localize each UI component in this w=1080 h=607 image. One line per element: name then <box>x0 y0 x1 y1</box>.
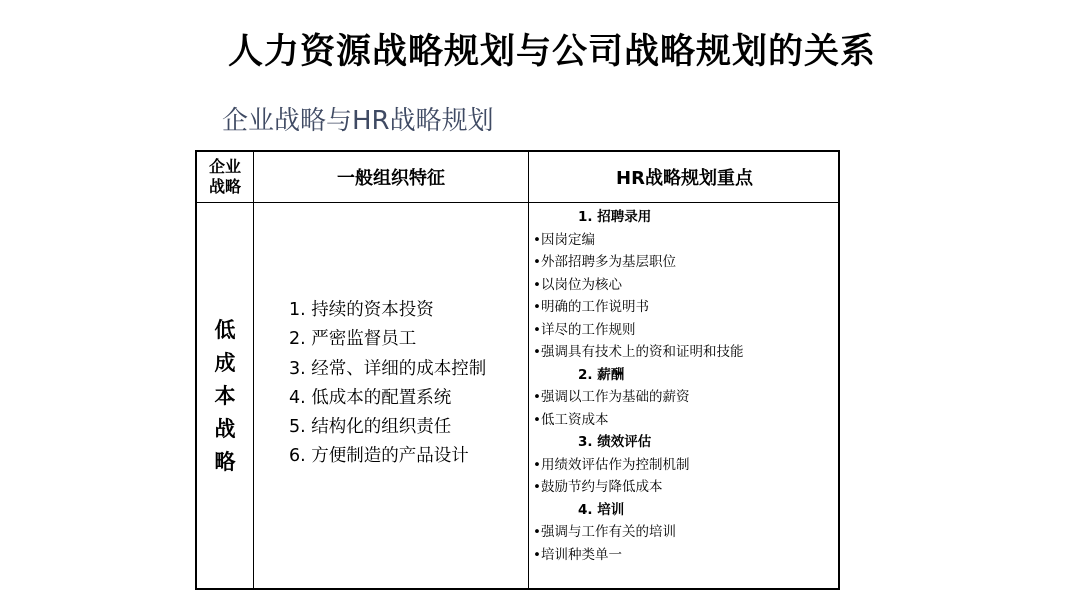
strategy-char: 略 <box>214 450 236 474</box>
header-hr-focus: HR战略规划重点 <box>616 168 753 189</box>
feature-item: 2. 严密监督员工 <box>289 329 417 350</box>
feature-item: 1. 持续的资本投资 <box>289 300 434 320</box>
focus-item: •培训种类单一 <box>533 546 622 563</box>
focus-item: •用绩效评估作为控制机制 <box>533 456 690 473</box>
focus-item: •明确的工作说明书 <box>533 299 649 315</box>
strategy-table <box>195 150 840 590</box>
focus-item: •外部招聘多为基层职位 <box>533 254 676 270</box>
focus-item: •低工资成本 <box>533 411 609 428</box>
strategy-char: 成 <box>214 351 236 375</box>
header-strategy-line1: 企业 <box>208 157 241 176</box>
header-features: 一般组织特征 <box>337 168 445 189</box>
focus-item: •强调具有技术上的资和证明和技能 <box>533 344 744 360</box>
hr-focus-list <box>533 206 838 566</box>
section-subtitle: 企业战略与HR战略规划 <box>222 106 494 136</box>
section-heading-recruitment: 1. 招聘录用 <box>578 209 652 225</box>
focus-item: •强调以工作为基础的薪资 <box>533 389 690 405</box>
page-title: 人力资源战略规划与公司战略规划的关系 <box>227 32 876 72</box>
focus-item: •因岗定编 <box>533 231 595 248</box>
focus-item: •以岗位为核心 <box>533 276 622 293</box>
feature-item: 4. 低成本的配置系统 <box>289 387 452 408</box>
focus-item: •鼓励节约与降低成本 <box>533 479 663 495</box>
header-strategy <box>197 152 253 202</box>
strategy-cell <box>197 203 253 590</box>
focus-item: •详尽的工作规则 <box>533 321 636 338</box>
column-divider-2 <box>528 152 529 588</box>
strategy-char: 低 <box>214 318 236 342</box>
header-divider <box>197 202 838 203</box>
strategy-char: 本 <box>214 384 236 408</box>
section-heading-performance: 3. 绩效评估 <box>578 434 652 450</box>
section-heading-training: 4. 培训 <box>578 501 625 518</box>
column-divider-1 <box>253 152 254 588</box>
feature-item: 6. 方便制造的产品设计 <box>289 446 469 467</box>
features-list <box>289 296 486 472</box>
feature-item: 3. 经常、详细的成本控制 <box>289 358 487 379</box>
focus-item: •强调与工作有关的培训 <box>533 524 676 540</box>
section-heading-compensation: 2. 薪酬 <box>578 366 625 383</box>
feature-item: 5. 结构化的组织责任 <box>289 417 452 438</box>
strategy-char: 战 <box>214 417 236 441</box>
header-strategy-line2: 战略 <box>208 177 241 196</box>
